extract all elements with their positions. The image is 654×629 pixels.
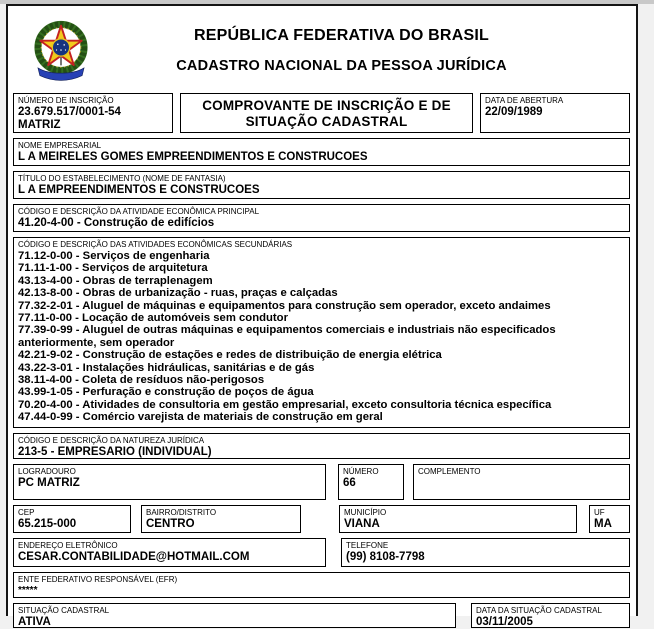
main-activity: 41.20-4-00 - Construção de edifícios	[18, 217, 215, 229]
secondary-activity: 47.44-0-99 - Comércio varejista de materiais de construção em geral	[18, 411, 383, 424]
cnpj-certificate-page	[6, 4, 638, 628]
field-label: DATA DE ABERTURA	[485, 96, 564, 105]
secondary-activity: 42.13-8-00 - Obras de urbanização - ruas, praças e calçadas	[18, 287, 338, 300]
row-efr	[13, 572, 630, 598]
field-label: TÍTULO DO ESTABELECIMENTO (NOME DE FANTASIA)	[18, 174, 226, 183]
field-label: NÚMERO DE INSCRIÇÃO	[18, 96, 114, 105]
district: CENTRO	[146, 517, 195, 530]
street: PC MATRIZ	[18, 476, 80, 489]
efr-value: *****	[18, 584, 38, 596]
field-data-situacao	[471, 603, 630, 628]
secondary-activity: 77.11-0-00 - Locação de automóveis sem condutor	[18, 312, 288, 325]
document-title-line2: SITUAÇÃO CADASTRAL	[245, 113, 408, 129]
secondary-activity: 77.39-0-99 - Aluguel de outras máquinas e equipamentos comerciais e industriais não especificados anteriormente, sem operador	[18, 324, 556, 349]
field-cep	[13, 505, 131, 533]
secondary-activity: 43.22-3-01 - Instalações hidráulicas, sanitárias e de gás	[18, 361, 315, 374]
field-label: NÚMERO	[343, 466, 379, 476]
secondary-activity: 38.11-4-00 - Coleta de resíduos não-perigosos	[18, 374, 265, 387]
field-telefone	[341, 538, 630, 567]
status-date: 03/11/2005	[476, 615, 533, 628]
state: MA	[594, 517, 612, 530]
legal-nature: 213-5 - EMPRESARIO (INDIVIDUAL)	[18, 445, 212, 458]
republic-title: REPÚBLICA FEDERATIVA DO BRASIL	[194, 26, 489, 44]
row-contact	[13, 538, 630, 567]
brazil-coat-of-arms-icon	[29, 16, 93, 84]
document-title-line1: COMPROVANTE DE INSCRIÇÃO E DE	[202, 97, 451, 113]
field-email	[13, 538, 326, 567]
row-situacao	[13, 603, 630, 628]
field-situacao-cadastral	[13, 603, 456, 628]
secondary-activity: 71.12-0-00 - Serviços de engenharia	[18, 250, 210, 262]
city: VIANA	[344, 517, 380, 530]
trade-name: L A EMPREENDIMENTOS E CONSTRUCOES	[18, 184, 260, 196]
opening-date: 22/09/1989	[485, 106, 543, 118]
field-numero-inscricao	[13, 93, 173, 133]
document-title-box	[180, 93, 473, 133]
secondary-activity: 71.11-1-00 - Serviços de arquitetura	[18, 262, 208, 275]
field-label: SITUAÇÃO CADASTRAL	[18, 605, 110, 615]
secondary-activity: 77.32-2-01 - Aluguel de máquinas e equipamentos para construção sem operador, exceto andaimes	[18, 299, 551, 312]
secondary-activity: 42.21-9-02 - Construção de estações e redes de distribuição de energia elétrica	[18, 349, 442, 362]
field-titulo-estabelecimento	[13, 171, 630, 199]
field-label: CEP	[18, 507, 35, 517]
field-natureza-juridica	[13, 433, 630, 459]
field-efr	[13, 572, 630, 598]
street-number: 66	[343, 476, 356, 489]
field-uf	[589, 505, 630, 533]
row-address	[13, 464, 630, 500]
header-titles	[93, 27, 630, 74]
field-label: MUNICÍPIO	[344, 507, 387, 517]
document-header	[13, 13, 630, 87]
matriz-flag: MATRIZ	[18, 119, 61, 131]
row-nome-empresarial	[13, 138, 630, 166]
field-label: LOGRADOURO	[18, 466, 76, 476]
field-atividade-principal	[13, 204, 630, 232]
row-inscription	[13, 93, 630, 133]
cnpj-registry-title: CADASTRO NACIONAL DA PESSOA JURÍDICA	[176, 57, 507, 74]
field-bairro	[141, 505, 301, 533]
inscription-number: 23.679.517/0001-54	[18, 106, 121, 118]
row-atividade-principal	[13, 204, 630, 232]
row-titulo-estabelecimento	[13, 171, 630, 199]
field-label: BAIRRO/DISTRITO	[146, 507, 217, 517]
field-numero	[338, 464, 404, 500]
secondary-activity: 43.13-4-00 - Obras de terraplenagem	[18, 274, 213, 287]
field-label: COMPLEMENTO	[418, 466, 481, 476]
field-municipio	[339, 505, 577, 533]
field-complemento	[413, 464, 630, 500]
postal-code: 65.215-000	[18, 517, 77, 530]
field-label: NOME EMPRESARIAL	[18, 141, 102, 150]
row-atividades-secundarias	[13, 237, 630, 428]
field-label: CÓDIGO E DESCRIÇÃO DA ATIVIDADE ECONÔMICA PRINCIPAL	[18, 207, 260, 216]
field-nome-empresarial	[13, 138, 630, 166]
company-name: L A MEIRELES GOMES EMPREENDIMENTOS E CONSTRUCOES	[18, 151, 368, 163]
email-address: CESAR.CONTABILIDADE@HOTMAIL.COM	[18, 550, 250, 563]
field-label: DATA DA SITUAÇÃO CADASTRAL	[476, 605, 602, 615]
field-label: UF	[594, 507, 605, 517]
field-logradouro	[13, 464, 326, 500]
field-label: ENTE FEDERATIVO RESPONSÁVEL (EFR)	[18, 574, 178, 584]
field-label: ENDEREÇO ELETRÔNICO	[18, 540, 118, 550]
registration-status: ATIVA	[18, 615, 51, 628]
field-label: CÓDIGO E DESCRIÇÃO DAS ATIVIDADES ECONÔMICAS SECUNDÁRIAS	[18, 240, 293, 249]
field-label: CÓDIGO E DESCRIÇÃO DA NATUREZA JURÍDICA	[18, 435, 205, 445]
secondary-activity: 43.99-1-05 - Perfuração e construção de poços de água	[18, 386, 314, 399]
secondary-activity: 70.20-4-00 - Atividades de consultoria em gestão empresarial, exceto consultoria técnica específica	[18, 398, 552, 411]
row-cep-city	[13, 505, 630, 533]
field-data-abertura	[480, 93, 630, 133]
phone-number: (99) 8108-7798	[346, 550, 425, 563]
field-label: TELEFONE	[346, 540, 389, 550]
field-atividades-secundarias	[13, 237, 630, 428]
row-natureza-juridica	[13, 433, 630, 459]
